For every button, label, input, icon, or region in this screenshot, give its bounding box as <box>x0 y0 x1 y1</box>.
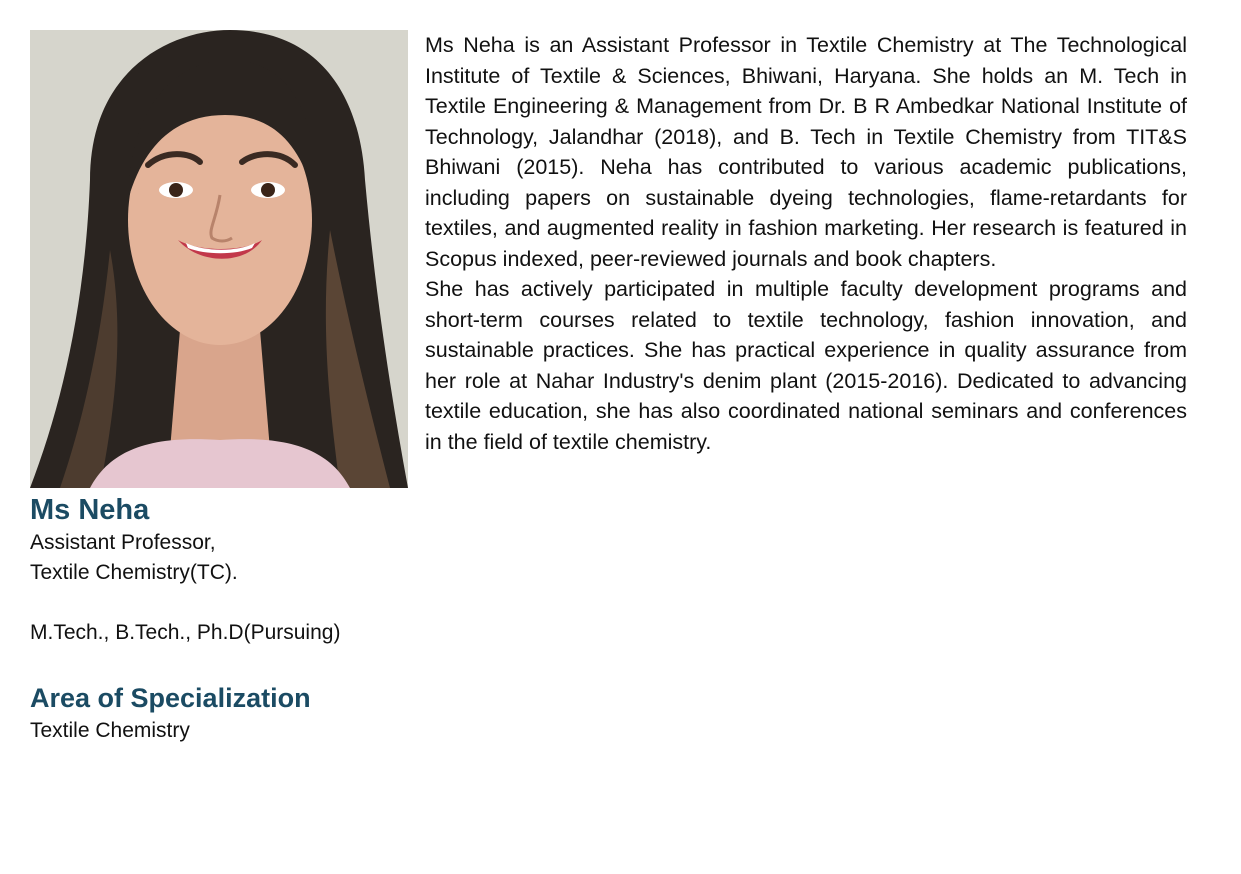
specialization-heading: Area of Specialization <box>30 683 311 713</box>
profile-department: Textile Chemistry(TC). <box>30 561 238 584</box>
bio-text <box>425 30 1187 457</box>
profile-card <box>30 30 408 746</box>
bio-paragraph: She has actively participated in multiple faculty development programs and short-term courses related to textile technology, fashion innovation, and sustainable practices. She has practical experience in quality assurance from her role at Nahar Industry's denim plant (2015-2016). Dedicated to advancing textile education, she has also coordinated national seminars and conferences in the field of textile chemistry. <box>425 277 1187 454</box>
profile-photo <box>30 30 408 488</box>
bio-paragraph: Ms Neha is an Assistant Professor in Textile Chemistry at The Technological Institute of Textile & Sciences, Bhiwani, Haryana. She holds an M. Tech in Textile Engineering & Management from Dr. B R Ambedkar National Institute of Technology, Jalandhar (2018), and B. Tech in Textile Chemistry from TIT&S Bhiwani (2015). Neha has contributed to various academic publications, including papers on sustainable dyeing technologies, flame-retardants for textiles, and augmented reality in fashion marketing. Her research is featured in Scopus indexed, peer-reviewed journals and book chapters. <box>425 33 1187 271</box>
profile-designation: Assistant Professor, <box>30 531 216 554</box>
specialization-value: Textile Chemistry <box>30 719 190 742</box>
profile-name: Ms Neha <box>30 494 150 526</box>
profile-qualifications: M.Tech., B.Tech., Ph.D(Pursuing) <box>30 621 341 644</box>
